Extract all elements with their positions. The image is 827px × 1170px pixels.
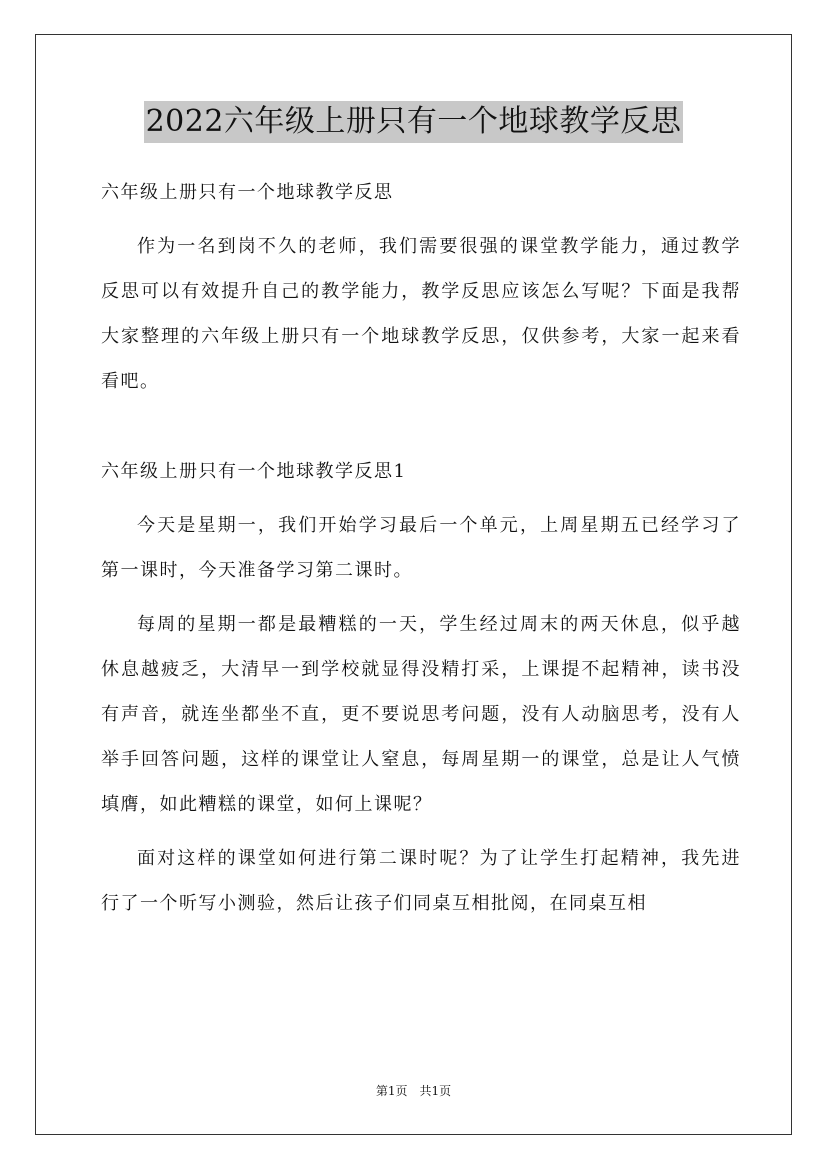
page-footer [0, 1083, 827, 1099]
intro-heading: 六年级上册只有一个地球教学反思 [101, 182, 394, 203]
page-number: 第1页 [375, 1084, 408, 1098]
document-title: 2022六年级上册只有一个地球教学反思 [144, 101, 684, 143]
intro-paragraph: 作为一名到岗不久的老师，我们需要很强的课堂教学能力，通过教学反思可以有效提升自己的教学能力，教学反思应该怎么写呢？下面是我帮大家整理的六年级上册只有一个地球教学反思，仅供参考，大家一起来看看吧。 [101, 236, 741, 392]
body-paragraph-1: 今天是星期一，我们开始学习最后一个单元，上周星期五已经学习了第一课时，今天准备学习第二课时。 [101, 515, 741, 581]
title-container [0, 101, 827, 143]
document-body [101, 170, 741, 926]
body-paragraph-2: 每周的星期一都是最糟糕的一天，学生经过周末的两天休息，似乎越休息越疲乏，大清早一到学校就显得没精打采，上课提不起精神，读书没有声音，就连坐都坐不直，更不要说思考问题，没有人动脑思考，没有人举手回答问题，这样的课堂让人窒息，每周星期一的课堂，总是让人气愤填膺，如此糟糕的课堂，如何上课呢？ [101, 614, 741, 815]
body-paragraph-3: 面对这样的课堂如何进行第二课时呢？为了让学生打起精神，我先进行了一个听写小测验，然后让孩子们同桌互相批阅，在同桌互相 [101, 848, 741, 914]
page-total: 共1页 [419, 1084, 452, 1098]
section-heading: 六年级上册只有一个地球教学反思1 [101, 461, 407, 482]
